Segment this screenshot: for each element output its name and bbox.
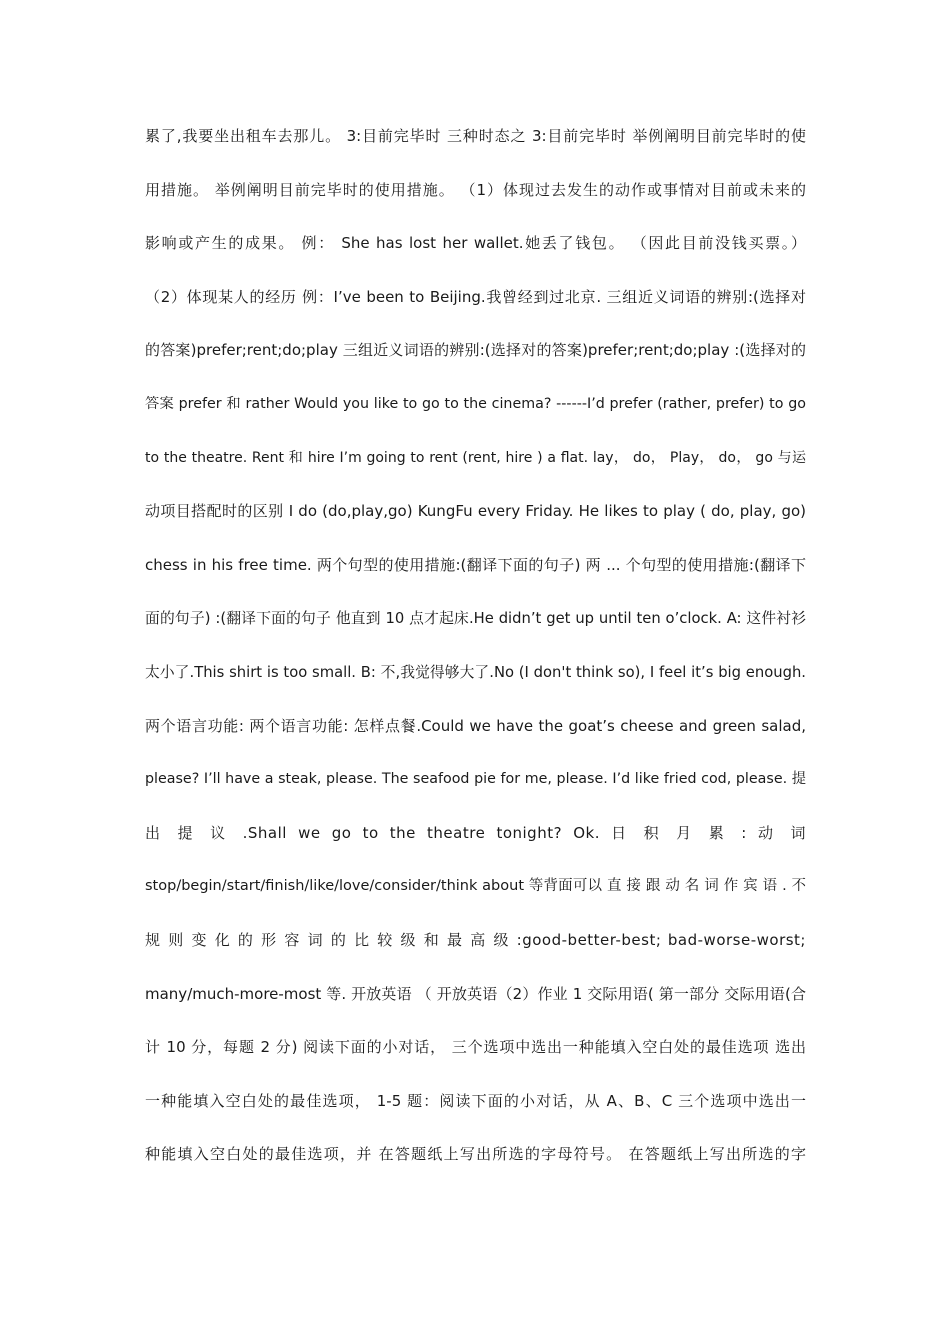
- text-line: 种能填入空白处的最佳选项，并 在答题纸上写出所选的字母符号。 在答题纸上写出所选的字: [145, 1145, 806, 1164]
- text-line: 计 10 分，每题 2 分) 阅读下面的小对话， 三个选项中选出一种能填入空白处的最佳选项 选出: [145, 1038, 806, 1057]
- document-body: [145, 110, 806, 1182]
- text-line: 一种能填入空白处的最佳选项， 1-5 题：阅读下面的小对话，从 A、B、C 三个选项中选出一: [145, 1091, 806, 1110]
- text-line: 累了,我要坐出租车去那儿。 3:目前完毕时 三种时态之 3:目前完毕时 举例阐明目前完毕时的使: [145, 127, 806, 145]
- text-line: 出 提 议 .Shall we go to the theatre tonight? Ok. 日 积 月 累 : 动 词: [145, 823, 806, 842]
- text-line: many/much-more-most 等. 开放英语 （ 开放英语（2）作业 1 交际用语( 第一部分 交际用语(合: [145, 984, 806, 1003]
- text-line: 太小了.This shirt is too small. B: 不,我觉得够大了.No (I don't think so), I feel it’s big enough.: [145, 663, 806, 681]
- text-line: chess in his free time. 两个句型的使用措施:(翻译下面的句子) 两 ... 个句型的使用措施:(翻译下: [145, 555, 806, 574]
- text-line: please? I’ll have a steak, please. The seafood pie for me, please. I’d like fried cod, please. 提: [145, 771, 806, 788]
- text-line: 影响或产生的成果。 例： She has lost her wallet.她丢了钱包。 （因此目前没钱买票。）: [145, 234, 806, 253]
- text-line: 的答案)prefer;rent;do;play 三组近义词语的辨别:(选择对的答案)prefer;rent;do;play :(选择对的: [145, 341, 806, 360]
- text-line: 规 则 变 化 的 形 容 词 的 比 较 级 和 最 高 级 :good-better-best; bad-worse-worst;: [145, 930, 806, 949]
- text-line: 面的句子) :(翻译下面的句子 他直到 10 点才起床.He didn’t get up until ten o’clock. A: 这件衬衫: [145, 610, 806, 628]
- text-line: to the theatre. Rent 和 hire I’m going to rent (rent, hire ) a flat. lay， do， Play， do， go 与运: [145, 449, 806, 466]
- text-line: （2）体现某人的经历 例：I’ve been to Beijing.我曾经到过北京. 三组近义词语的辨别:(选择对: [145, 287, 806, 306]
- text-line: 动项目搭配时的区别 I do (do,play,go) KungFu every Friday. He likes to play ( do, play, go): [145, 502, 806, 521]
- text-line: 两个语言功能: 两个语言功能: 怎样点餐.Could we have the goat’s cheese and green salad,: [145, 716, 806, 735]
- text-line: 答案 prefer 和 rather Would you like to go to the cinema? ------I’d prefer (rather, prefer) to go: [145, 395, 806, 412]
- text-line: stop/begin/start/finish/like/love/consider/think about 等背面可以 直 接 跟 动 名 词 作 宾 语 . 不: [145, 878, 806, 895]
- text-line: 用措施。 举例阐明目前完毕时的使用措施。 （1）体现过去发生的动作或事情对目前或未来的: [145, 180, 806, 199]
